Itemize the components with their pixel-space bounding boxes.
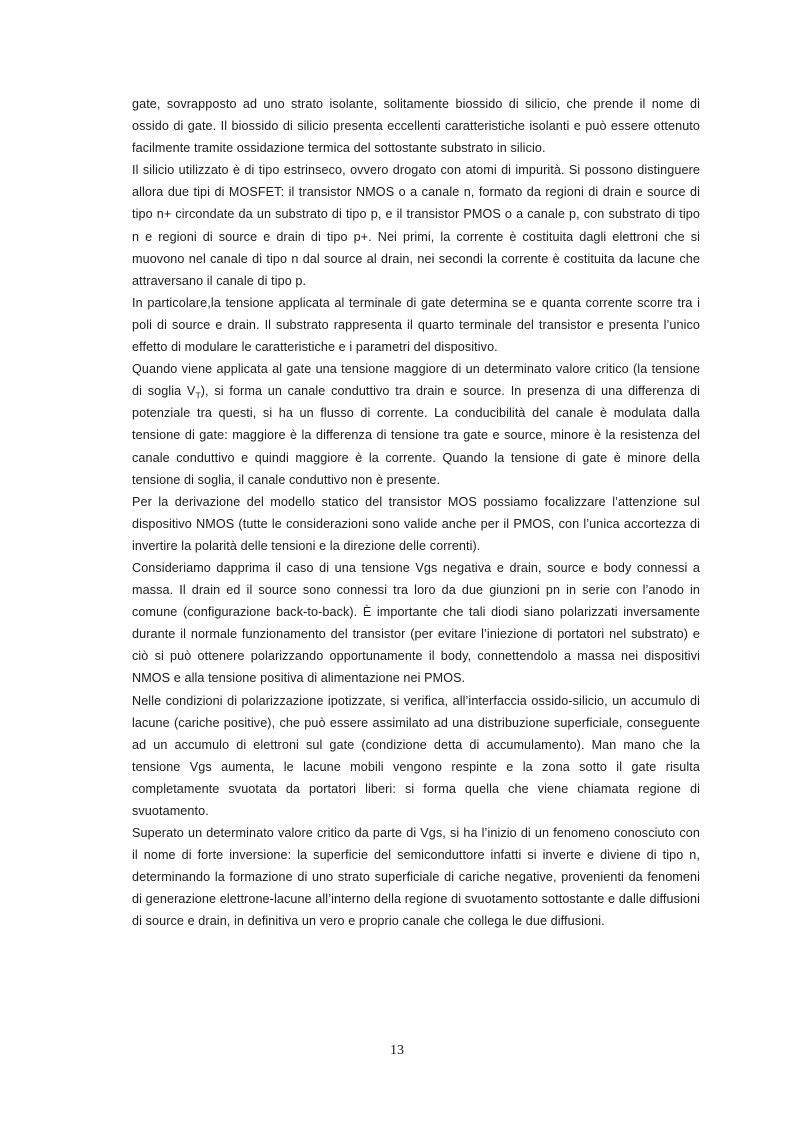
threshold-text-before: Quando viene applicata al gate una tensione maggiore di un determinato valore critico (la tensione di soglia V [132,362,700,399]
paragraph-static-model: Per la derivazione del modello statico del transistor MOS possiamo focalizzare l’attenzione sul dispositivo NMOS (tutte le considerazioni sono valide anche per il PMOS, con l’unica accortezza di invertire la polarità delle tensioni e la direzione delle correnti). [132,494,700,553]
page-number: 13 [390,1043,404,1058]
threshold-text-after: ), si forma un canale conduttivo tra drain e source. In presenza di una differenza di potenziale tra questi, si ha un flusso di corrente. La conducibilità del canale è modulata dalla tensione di gate: maggiore è la differenza di tensione tra gate e source, minore è la resistenza del canale conduttivo e quindi maggiore è la corrente. Quando la tensione di gate è minore della tensione di soglia, il canale conduttivo non è presente. [132,384,700,487]
paragraph-gate-voltage: In particolare,la tensione applicata al terminale di gate determina se e quanta corrente scorre tra i poli di source e drain. Il substrato rappresenta il quarto terminale del transistor e presenta l’unico effetto di modulare le caratteristiche e i parametri del dispositivo. [132,295,700,355]
paragraph-accumulation: Nelle condizioni di polarizzazione ipotizzate, si verifica, all’interfaccia ossido-silicio, un accumulo di lacune (cariche positive), che può essere assimilato ad una distribuzione superficiale, conseguente ad un accumulo di elettroni sul gate (condizione detta di accumulamento). Man mano che la tensione Vgs aumenta, le lacune mobili vengono respinte e la zona sotto il gate risulta completamente svuotata da portatori liberi: si forma quella che viene chiamata regione di svuotamento. [132,693,700,818]
paragraph-strong-inversion: Superato un determinato valore critico da parte di Vgs, si ha l’inizio di un fenomeno conosciuto con il nome di forte inversione: la superficie del semiconduttore infatti si inverte e diviene di tipo n, determinando la formazione di uno strato superficiale di cariche negative, provenienti da fenomeni di generazione elettrone-lacune all’interno della regione di svuotamento sottostante e dalle diffusioni di source e drain, in definitiva un vero e proprio canale che collega le due diffusioni. [132,826,700,929]
paragraph-mosfet-types: Il silicio utilizzato è di tipo estrinseco, ovvero drogato con atomi di impurità. Si possono distinguere allora due tipi di MOSFET: il transistor NMOS o a canale n, formato da regioni di drain e source di tipo n+ circondate da un substrato di tipo p, e il transistor PMOS o a canale p, con substrato di tipo n e regioni di source e drain di tipo p+. Nei primi, la corrente è costituita dagli elettroni che si muovono nel canale di tipo n dal source al drain, nei secondi la corrente è costituita da lacune che attraversano il canale di tipo p. [132,163,700,288]
paragraph-negative-vgs: Consideriamo dapprima il caso di una tensione Vgs negativa e drain, source e body connessi a massa. Il drain ed il source sono connessi tra loro da due giunzioni pn in serie con l’anodo in comune (configurazione back-to-back). È importante che tali diodi siano polarizzati inversamente durante il normale funzionamento del transistor (per evitare l’iniezione di portatori nel substrato) e ciò si può ottenere polarizzando opportunamente il body, connettendolo a massa nei dispositivi NMOS e alla tensione positiva di alimentazione nei PMOS. [132,560,700,686]
paragraph-threshold-voltage [132,358,700,491]
threshold-subscript: T [195,390,201,401]
body-text [132,93,700,933]
paragraph-gate-oxide: gate, sovrapposto ad uno strato isolante, solitamente biossido di silicio, che prende il nome di ossido di gate. Il biossido di silicio presenta eccellenti caratteristiche isolanti e può essere ottenuto facilmente tramite ossidazione termica del sottostante substrato in silicio. [132,97,700,156]
